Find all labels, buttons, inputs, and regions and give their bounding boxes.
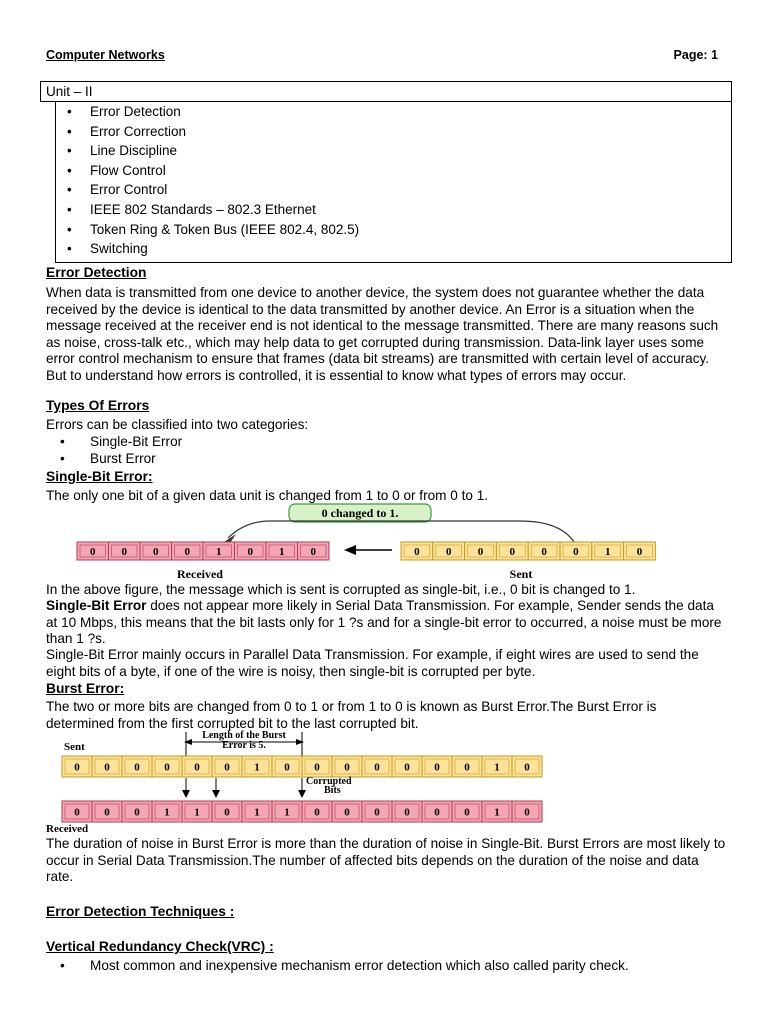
received-bit-bit: 0	[247, 546, 253, 558]
sent-label: Sent	[509, 567, 533, 581]
burst-received-bit-bit: 0	[374, 806, 380, 819]
burst-definition: The two or more bits are changed from 0 to 1 or from 1 to 0 is known as Burst Error.The Burst Error is determined from the first corrupted bit to the last corrupted bit.	[46, 699, 657, 731]
sent-bit-bit: 0	[509, 546, 516, 558]
burst-sent-bit-bit: 0	[524, 761, 530, 774]
received-bit-bit: 0	[153, 546, 159, 558]
topics-list	[56, 102, 731, 259]
sent-bit-bit: 0	[541, 546, 547, 558]
burst-received-bit-bit: 0	[74, 806, 80, 819]
burst-received-bit-bit: 0	[434, 806, 440, 819]
single-bit-definition: The only one bit of a given data unit is changed from 1 to 0 or from 0 to 1.	[46, 488, 489, 503]
corrupted-bits-label: Corrupted	[306, 776, 352, 787]
burst-received-bit-bit: 0	[464, 806, 470, 819]
unit-label: Unit – II	[46, 84, 93, 99]
topic-item: • Flow Control	[56, 161, 731, 181]
burst-length-label-2: Error is 5.	[222, 740, 266, 751]
unit-box	[40, 81, 732, 102]
burst-received-bit-bit: 0	[404, 806, 410, 819]
topic-item: • Error Detection	[56, 102, 731, 122]
burst-received-bit-bit: 0	[524, 806, 530, 819]
topic-item: • IEEE 802 Standards – 802.3 Ethernet	[56, 200, 731, 220]
burst-sent-bit-bit: 0	[344, 761, 350, 774]
vrc-heading: Vertical Redundancy Check(VRC) :	[46, 939, 274, 954]
topics-box	[55, 102, 732, 263]
sent-bit-bit: 0	[477, 546, 484, 558]
burst-heading: Burst Error:	[46, 681, 125, 696]
received-bit-bit: 0	[90, 546, 96, 558]
received-label: Received	[177, 567, 223, 581]
burst-sent-bit-bit: 0	[134, 761, 140, 774]
topic-item: • Error Control	[56, 180, 731, 200]
vrc-item: • Most common and inexpensive mechanism error detection which also called parity check.	[60, 958, 629, 973]
course-title: Computer Networks	[46, 48, 165, 62]
sent-bit-bit: 0	[636, 546, 643, 558]
page-number: Page: 1	[673, 48, 718, 62]
burst-sent-bit-bit: 0	[404, 761, 410, 774]
single-bit-figure	[0, 500, 768, 585]
burst-sent-bit-bit: 0	[374, 761, 380, 774]
burst-figure	[0, 728, 768, 836]
corrupted-bits-label-2: Bits	[324, 785, 341, 796]
burst-received-bit-bit: 1	[254, 806, 260, 819]
burst-received-bit-bit: 0	[134, 806, 140, 819]
burst-sent-bit-bit: 1	[494, 761, 500, 774]
burst-sent-bit-bit: 1	[254, 761, 260, 774]
types-intro: Errors can be classified into two categories:	[46, 417, 309, 432]
burst-received-bit-bit: 0	[104, 806, 110, 819]
burst-received-bit-bit: 1	[194, 806, 200, 819]
burst-received-bit-bit: 0	[314, 806, 320, 819]
burst-sent-bit-bit: 0	[104, 761, 110, 774]
burst-sent-bit-bit: 0	[224, 761, 230, 774]
burst-sent-bits-row	[62, 756, 542, 777]
burst-received-bit-bit: 0	[344, 806, 350, 819]
burst-received-bit-bit: 1	[284, 806, 290, 819]
single-bit-heading: Single-Bit Error:	[46, 469, 153, 484]
single-bit-parallel-paragraph: Single-Bit Error mainly occurs in Parallel Data Transmission. For example, if eight wires are used to send the eight bits of a byte, if one of the wire is noisy, then single-bit is corrupted per byte.	[46, 647, 699, 679]
burst-received-bit-bit: 1	[494, 806, 500, 819]
burst-explanation: The duration of noise in Burst Error is more than the duration of noise in Single-Bit. Burst Errors are most likely to occur in Serial Data Transmission.The number of affected bits depends on the duration of the noise and data rate.	[46, 836, 726, 884]
topic-item: • Line Discipline	[56, 141, 731, 161]
sent-bits-row	[401, 542, 655, 560]
burst-sent-bit-bit: 0	[314, 761, 320, 774]
burst-sent-bit-bit: 0	[194, 761, 200, 774]
received-bits-row	[77, 542, 329, 560]
burst-sent-bit-bit: 0	[164, 761, 170, 774]
burst-length-label: Length of the Burst	[202, 730, 286, 741]
error-detection-paragraph: When data is transmitted from one device to another device, the system does not guarantee whether the data received by the device is identical to the data transmitted by another device. An Error is a situation when the message received at the receiver end is not identical to the message transmitted. There are many reasons such as noise, cross-talk etc., which may help data to get corrupted during transmission. Data-link layer uses some error control mechanism to ensure that frames (data bit streams) are transmitted with certain level of accuracy. But to understand how errors is controlled, it is essential to know what types of errors may occur.	[46, 285, 719, 383]
sent-bit-bit: 0	[414, 546, 420, 558]
sent-bit-bit: 1	[604, 546, 611, 558]
types-item: • Single-Bit Error	[60, 434, 183, 449]
burst-received-bit-bit: 0	[224, 806, 230, 819]
burst-received-label: Received	[46, 823, 89, 835]
changed-label: 0 changed to 1.	[321, 506, 399, 520]
types-heading: Types Of Errors	[46, 398, 150, 413]
burst-sent-label: Sent	[64, 741, 85, 753]
burst-sent-bit-bit: 0	[434, 761, 440, 774]
techniques-heading: Error Detection Techniques :	[46, 904, 235, 919]
topic-item: • Token Ring & Token Bus (IEEE 802.4, 802.5)	[56, 220, 731, 240]
received-bit-bit: 1	[279, 546, 285, 558]
single-bit-serial-paragraph: Single-Bit Error does not appear more likely in Serial Data Transmission. For example, Sender sends the data at 10 Mbps, this means that the bit lasts only for 1 ?s and for a single-bit error to occurred, a noise must be more than 1 ?s.	[46, 598, 722, 646]
burst-received-bit-bit: 1	[164, 806, 170, 819]
burst-sent-bit-bit: 0	[74, 761, 80, 774]
topic-item: • Error Correction	[56, 122, 731, 142]
single-bit-explanation: In the above figure, the message which is sent is corrupted as single-bit, i.e., 0 bit is changed to 1.	[46, 582, 636, 597]
burst-sent-bit-bit: 0	[284, 761, 290, 774]
received-bit-bit: 0	[121, 546, 127, 558]
sent-bit-bit: 0	[573, 546, 579, 558]
types-item: • Burst Error	[60, 451, 156, 466]
received-bit-bit: 1	[216, 546, 222, 558]
topic-item: • Switching	[56, 239, 731, 259]
received-bit-bit: 0	[184, 546, 190, 558]
received-bit-bit: 0	[310, 546, 316, 558]
sent-bit-bit: 0	[445, 546, 452, 558]
burst-received-bits-row	[62, 801, 542, 822]
burst-sent-bit-bit: 0	[464, 761, 470, 774]
error-detection-heading: Error Detection	[46, 265, 147, 280]
